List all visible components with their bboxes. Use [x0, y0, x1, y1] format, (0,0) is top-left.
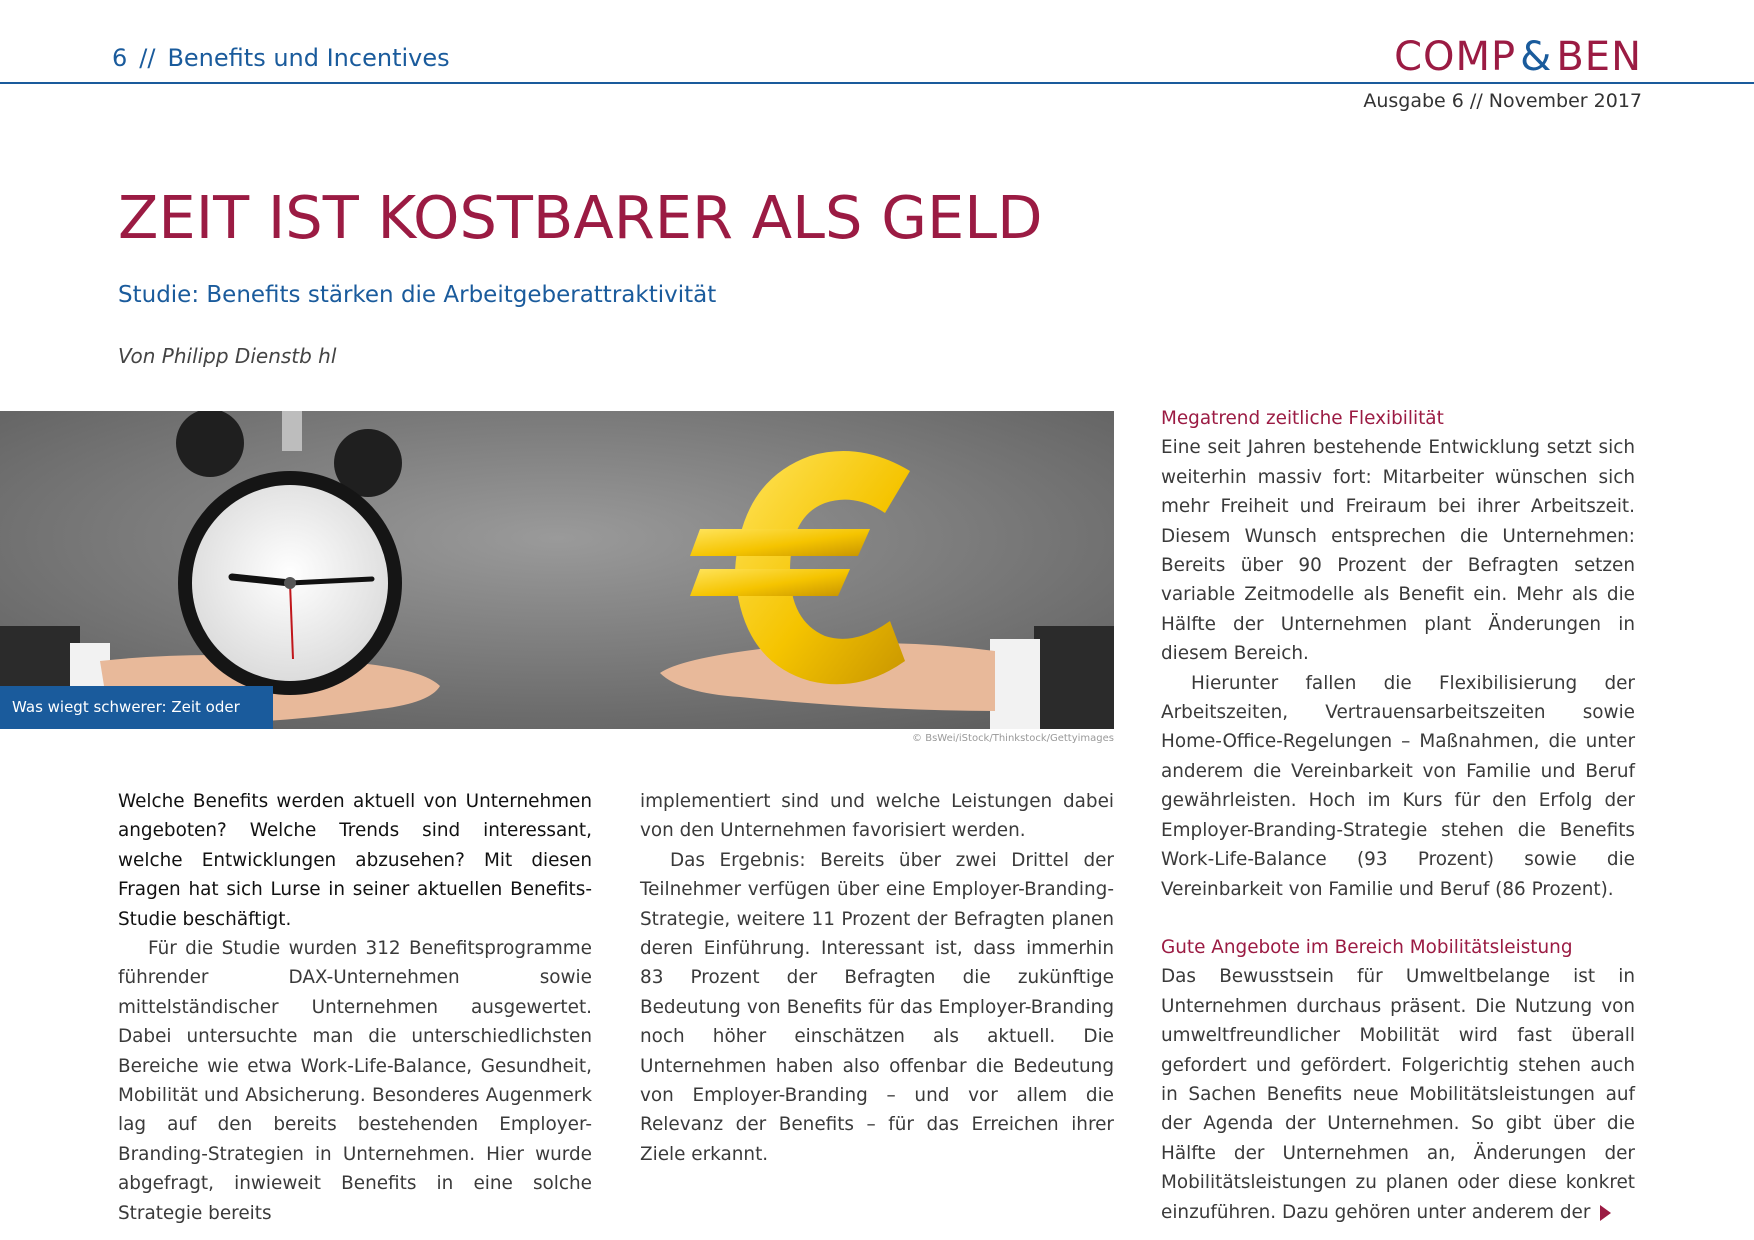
logo-ampersand: &	[1520, 34, 1553, 80]
body-paragraph: Für die Studie wurden 312 Benefitsprogramme führender DAX-Unternehmen sowie mittelständischer Unternehmen ausgewertet. Dabei untersuchte man die unterschiedlichsten Bereiche wie etwa Work-Life-Balance, Gesundheit, Mobilität und Absicherung. Besonderes Augenmerk lag auf den bereits bestehenden Employer-Branding-Strategien in Unternehmen. Hier wurde abgefragt, inwieweit Benefits in eine solche Strategie bereits	[118, 938, 592, 1224]
text-column-2	[640, 787, 1114, 1169]
lead-paragraph: Welche Benefits werden aktuell von Unternehmen angeboten? Welche Trends sind interessant, welche Entwicklungen abzusehen? Mit diesen Fragen hat sich Lurse in seiner aktuellen Benefits-Studie beschäftigt.	[118, 791, 592, 930]
body-text: Das Bewusstsein für Umweltbelange ist in Unternehmen durchaus präsent. Die Nutzung von umweltfreundlicher Mobilität wird fast überall gefordert und gefördert. Folgerichtig stehen auch in Sachen Benefits neue Mobilitätsleistungen auf der Agenda der Unternehmen. So gibt über die Hälfte der Unternehmen an, Änderungen der Mobilitätsleistungen zu planen oder diese konkret einzuführen. Dazu gehören unter anderem der	[1161, 966, 1635, 1223]
article-byline: Von Philipp Dienstb hl	[118, 344, 337, 368]
magazine-logo	[1394, 34, 1642, 80]
section-title: Benefits und Incentives	[167, 44, 450, 72]
text-column-1	[118, 787, 592, 1228]
article-subtitle: Studie: Benefits stärken die Arbeitgeberattraktivität	[118, 282, 717, 308]
image-credit: © BsWei/iStock/Thinkstock/Gettyimages	[912, 733, 1114, 744]
image-caption: Was wiegt schwerer: Zeit oder Geld?	[0, 686, 273, 729]
header-divider	[0, 82, 1754, 84]
body-paragraph: Das Ergebnis: Bereits über zwei Drittel der Teilnehmer verfügen über eine Employer-Branding-Strategie, weitere 11 Prozent der Befragten planen deren Einführung. Interessant ist, dass immerhin 83 Prozent der Befragten die zukünftige Bedeutung von Benefits für das Employer-Branding noch höher einschätzen als aktuell. Die Unternehmen haben also offenbar die Bedeutung von Employer-Branding – und vor allem die Relevanz der Benefits – für das Erreichen ihrer Ziele erkannt.	[640, 849, 1114, 1165]
body-paragraph: Hierunter fallen die Flexibilisierung der Arbeitszeiten, Vertrauensarbeitszeiten sowie Home-Office-Regelungen – Maßnahmen, die unter anderem die Vereinbarkeit von Familie und Beruf gewährleisten. Hoch im Kurs für den Erfolg der Employer-Branding-Strategie stehen die Benefits Work-Life-Balance (93 Prozent) sowie die Vereinbarkeit von Familie und Beruf (86 Prozent).	[1161, 672, 1635, 900]
section-heading-flexibility: Megatrend zeitliche Flexibilität	[1161, 408, 1444, 429]
article-title: ZEIT IST KOSTBARER ALS GELD	[118, 183, 1043, 252]
logo-ben: BEN	[1556, 34, 1642, 80]
clock-and-euro-illustration	[0, 411, 1114, 729]
section-heading-mobility: Gute Angebote im Bereich Mobilitätsleistung	[1161, 936, 1573, 958]
header-separator: //	[139, 44, 156, 72]
page-number: 6	[112, 44, 128, 72]
page-header-section	[112, 44, 450, 72]
continue-arrow-icon	[1600, 1205, 1611, 1221]
text-column-3	[1161, 404, 1635, 1227]
body-paragraph: implementiert sind und welche Leistungen dabei von den Unternehmen favorisiert werden.	[640, 791, 1114, 842]
article-photo	[0, 411, 1114, 729]
body-paragraph: Eine seit Jahren bestehende Entwicklung setzt sich weiterhin massiv fort: Mitarbeiter wünschen sich mehr Freiheit und Freiraum bei ihrer Arbeitszeit. Diesem Wunsch entsprechen die Unternehmen: Bereits über 90 Prozent der Befragten setzen variable Zeitmodelle als Benefit ein. Mehr als die Hälfte der Unternehmen plant Änderungen in diesem Bereich.	[1161, 437, 1635, 665]
logo-comp: COMP	[1394, 34, 1517, 80]
body-paragraph-continued	[1161, 962, 1635, 1227]
issue-info: Ausgabe 6 // November 2017	[1363, 90, 1642, 112]
